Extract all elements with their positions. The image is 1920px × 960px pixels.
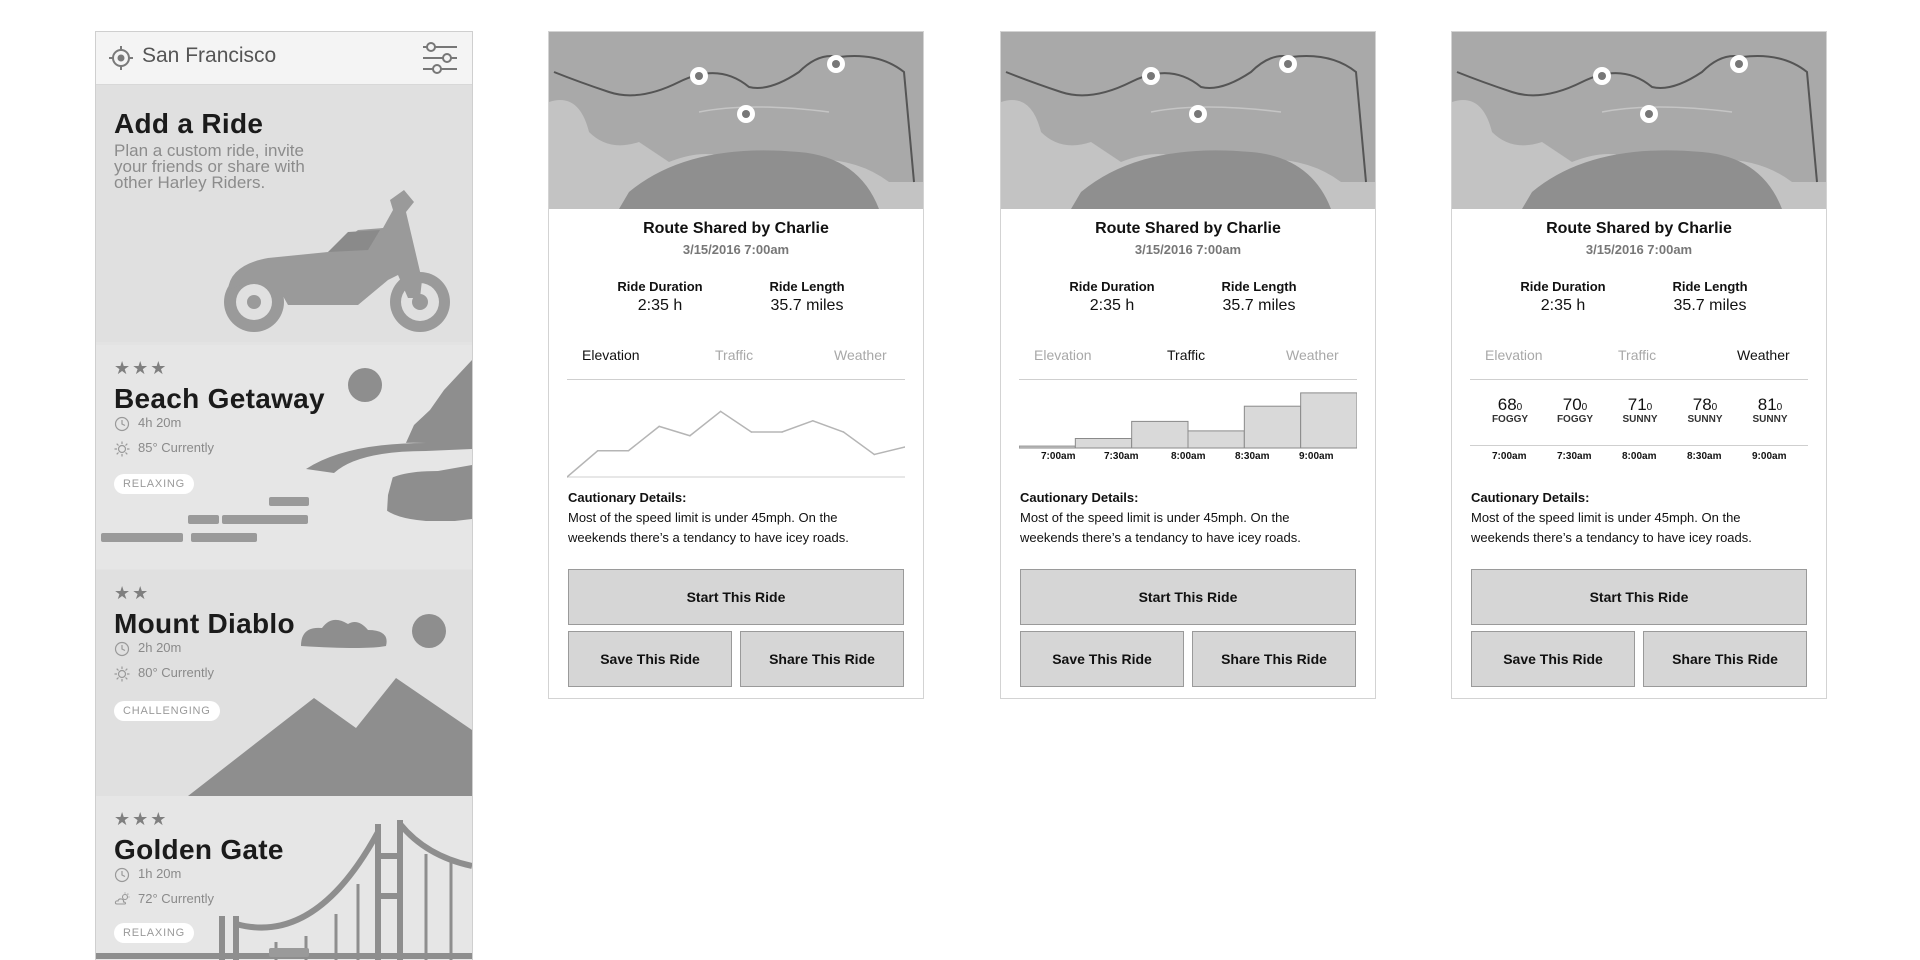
weather-temp-value: 70	[1562, 395, 1582, 414]
ride-length-value: 35.7 miles	[770, 297, 844, 314]
weather-condition: SUNNY	[1687, 414, 1723, 425]
location-label[interactable]: San Francisco	[142, 44, 277, 67]
tab-traffic[interactable]: Traffic	[1167, 347, 1206, 363]
ride-weather	[114, 440, 214, 457]
weather-temperature	[1680, 395, 1730, 415]
ride-length-label: Ride Length	[1221, 279, 1297, 294]
tab-traffic[interactable]: Traffic	[1618, 347, 1657, 363]
share-ride-button[interactable]: Share This Ride	[1192, 631, 1356, 687]
traffic-bar	[1132, 421, 1188, 448]
weather-x-tick: 7:00am	[1492, 451, 1527, 462]
ride-length-stat	[732, 279, 882, 315]
route-map[interactable]	[1001, 32, 1375, 209]
traffic-x-tick: 8:30am	[1235, 451, 1270, 462]
elevation-point	[873, 454, 875, 456]
ride-duration-value: 2:35 h	[1540, 297, 1586, 314]
ride-rating-stars: ★★	[114, 583, 151, 603]
ride-length-label: Ride Length	[1672, 279, 1748, 294]
share-ride-button[interactable]: Share This Ride	[740, 631, 904, 687]
detail-tabs	[567, 347, 905, 380]
traffic-bar	[1075, 439, 1131, 449]
elevation-point	[812, 420, 814, 422]
ride-duration-label: Ride Duration	[1069, 279, 1155, 294]
weather-condition: FOGGY	[1491, 414, 1529, 425]
weather-x-tick: 9:00am	[1752, 451, 1787, 462]
caution-line: Most of the speed limit is under 45mph. On the	[568, 510, 838, 525]
elevation-point	[843, 431, 845, 433]
ride-weather-value: 72° Currently	[138, 891, 215, 906]
add-ride-title: Add a Ride	[114, 108, 264, 139]
save-ride-button[interactable]: Save This Ride	[1471, 631, 1635, 687]
ride-duration	[114, 415, 181, 432]
weather-temperature	[1485, 395, 1535, 415]
caution-line: weekends there’s a tendancy to have icey roads.	[1020, 530, 1301, 545]
ride-duration-stat	[1488, 279, 1638, 315]
ride-weather	[114, 665, 214, 682]
caution-line: Most of the speed limit is under 45mph. On the	[1471, 510, 1741, 525]
caution-details	[568, 508, 898, 548]
route-detail-weather	[1451, 31, 1827, 699]
elevation-line	[567, 411, 905, 477]
ride-list-screen	[95, 31, 473, 960]
weather-condition: FOGGY	[1556, 414, 1594, 425]
route-title: Route Shared by Charlie	[1095, 220, 1281, 237]
caution-line: weekends there’s a tendancy to have icey roads.	[1471, 530, 1752, 545]
caution-title: Cautionary Details:	[1020, 490, 1139, 505]
tab-traffic[interactable]: Traffic	[715, 347, 754, 363]
ride-card-golden-gate[interactable]	[96, 796, 472, 960]
traffic-x-tick: 7:00am	[1041, 451, 1076, 462]
caution-details	[1471, 508, 1801, 548]
ride-duration-label: Ride Duration	[617, 279, 703, 294]
ride-weather-value: 80° Currently	[138, 665, 215, 680]
filter-sliders-icon[interactable]	[421, 40, 459, 76]
elevation-point	[628, 450, 630, 452]
motorcycle-icon	[208, 180, 472, 340]
elevation-chart	[567, 382, 905, 502]
clock-icon	[114, 641, 130, 657]
start-ride-button[interactable]: Start This Ride	[1020, 569, 1356, 625]
ride-duration-stat	[585, 279, 735, 315]
clock-icon	[114, 416, 130, 432]
ride-rating-stars: ★★★	[114, 358, 169, 378]
ride-duration	[114, 640, 181, 657]
ride-duration-value: 1h 20m	[138, 866, 182, 881]
ride-title: Beach Getaway	[114, 383, 325, 414]
route-map[interactable]	[1452, 32, 1826, 209]
route-date: 3/15/2016 7:00am	[682, 242, 790, 257]
weather-temperature	[1550, 395, 1600, 415]
weather-x-tick: 8:30am	[1687, 451, 1722, 462]
sun-icon	[114, 666, 130, 682]
ride-length-stat	[1184, 279, 1334, 315]
weather-temperature	[1745, 395, 1795, 415]
weather-x-tick: 8:00am	[1622, 451, 1657, 462]
ride-difficulty-tag: RELAXING	[114, 474, 194, 494]
weather-temp-value: 68	[1497, 395, 1517, 414]
degree-mark: 0	[1711, 402, 1718, 413]
route-title: Route Shared by Charlie	[1546, 220, 1732, 237]
start-ride-button[interactable]: Start This Ride	[568, 569, 904, 625]
ride-length-value: 35.7 miles	[1222, 297, 1296, 314]
share-ride-button[interactable]: Share This Ride	[1643, 631, 1807, 687]
add-ride-desc-line: other Harley Riders.	[114, 173, 266, 192]
route-date: 3/15/2016 7:00am	[1134, 242, 1242, 257]
ride-difficulty-tag: RELAXING	[114, 923, 194, 943]
ride-weather-value: 85° Currently	[138, 440, 215, 455]
ride-card-mount-diablo[interactable]	[96, 570, 472, 796]
ride-duration-stat	[1037, 279, 1187, 315]
elevation-point	[597, 450, 599, 452]
elevation-point	[751, 431, 753, 433]
ride-duration	[114, 866, 181, 883]
traffic-bar	[1188, 431, 1244, 448]
tab-elevation[interactable]: Elevation	[1485, 347, 1543, 363]
ride-duration-value: 2:35 h	[1089, 297, 1135, 314]
weather-temp-value: 81	[1757, 395, 1777, 414]
tab-weather[interactable]: Weather	[834, 347, 887, 363]
mountain-landscape-illustration	[96, 570, 472, 796]
ride-difficulty-tag: CHALLENGING	[114, 701, 220, 721]
save-ride-button[interactable]: Save This Ride	[1020, 631, 1184, 687]
add-ride-desc-line: Plan a custom ride, invite	[114, 141, 304, 160]
elevation-point	[781, 431, 783, 433]
ride-length-value: 35.7 miles	[1673, 297, 1747, 314]
ride-duration-label: Ride Duration	[1520, 279, 1606, 294]
start-ride-button[interactable]: Start This Ride	[1471, 569, 1807, 625]
ride-duration-value: 2h 20m	[138, 640, 182, 655]
weather-x-tick: 7:30am	[1557, 451, 1592, 462]
caution-details	[1020, 508, 1350, 548]
sun-icon	[114, 441, 130, 457]
elevation-point	[689, 435, 691, 437]
add-ride-card[interactable]	[96, 85, 472, 342]
caution-line: Most of the speed limit is under 45mph. On the	[1020, 510, 1290, 525]
degree-mark: 0	[1581, 402, 1588, 413]
tab-elevation[interactable]: Elevation	[582, 347, 640, 363]
ride-length-label: Ride Length	[769, 279, 845, 294]
route-date: 3/15/2016 7:00am	[1585, 242, 1693, 257]
tab-elevation[interactable]: Elevation	[1034, 347, 1092, 363]
ride-card-beach-getaway[interactable]	[96, 345, 472, 569]
elevation-point	[720, 411, 722, 413]
ride-title: Mount Diablo	[114, 608, 295, 639]
degree-mark: 0	[1516, 402, 1523, 413]
degree-mark: 0	[1776, 402, 1783, 413]
tab-weather[interactable]: Weather	[1737, 347, 1790, 363]
caution-title: Cautionary Details:	[1471, 490, 1590, 505]
caution-line: weekends there’s a tendancy to have icey roads.	[568, 530, 849, 545]
route-detail-elevation	[548, 31, 924, 699]
traffic-x-tick: 7:30am	[1104, 451, 1139, 462]
ride-weather	[114, 891, 214, 908]
traffic-bar	[1244, 406, 1300, 448]
location-bar	[96, 32, 472, 85]
ride-length-stat	[1635, 279, 1785, 315]
degree-mark: 0	[1646, 402, 1653, 413]
ride-rating-stars: ★★★	[114, 809, 169, 829]
traffic-x-tick: 9:00am	[1299, 451, 1334, 462]
weather-temperature	[1615, 395, 1665, 415]
route-detail-traffic	[1000, 31, 1376, 699]
traffic-x-tick: 8:00am	[1171, 451, 1206, 462]
weather-temp-value: 78	[1692, 395, 1712, 414]
ride-title: Golden Gate	[114, 834, 284, 865]
add-ride-desc-line: your friends or share with	[114, 157, 305, 176]
partly-cloudy-icon	[114, 892, 130, 908]
weather-condition: SUNNY	[1752, 414, 1788, 425]
weather-condition: SUNNY	[1622, 414, 1658, 425]
ride-duration-value: 4h 20m	[138, 415, 182, 430]
tab-weather[interactable]: Weather	[1286, 347, 1339, 363]
location-target-icon[interactable]	[108, 45, 134, 71]
elevation-point	[658, 426, 660, 428]
ride-duration-value: 2:35 h	[637, 297, 683, 314]
detail-tabs	[1470, 347, 1808, 380]
traffic-bar	[1301, 393, 1357, 448]
route-title: Route Shared by Charlie	[643, 220, 829, 237]
clock-icon	[114, 867, 130, 883]
weather-temp-value: 71	[1627, 395, 1647, 414]
detail-tabs	[1019, 347, 1357, 380]
caution-title: Cautionary Details:	[568, 490, 687, 505]
route-map[interactable]	[549, 32, 923, 209]
traffic-chart	[1019, 382, 1357, 502]
weather-divider	[1470, 445, 1808, 446]
save-ride-button[interactable]: Save This Ride	[568, 631, 732, 687]
